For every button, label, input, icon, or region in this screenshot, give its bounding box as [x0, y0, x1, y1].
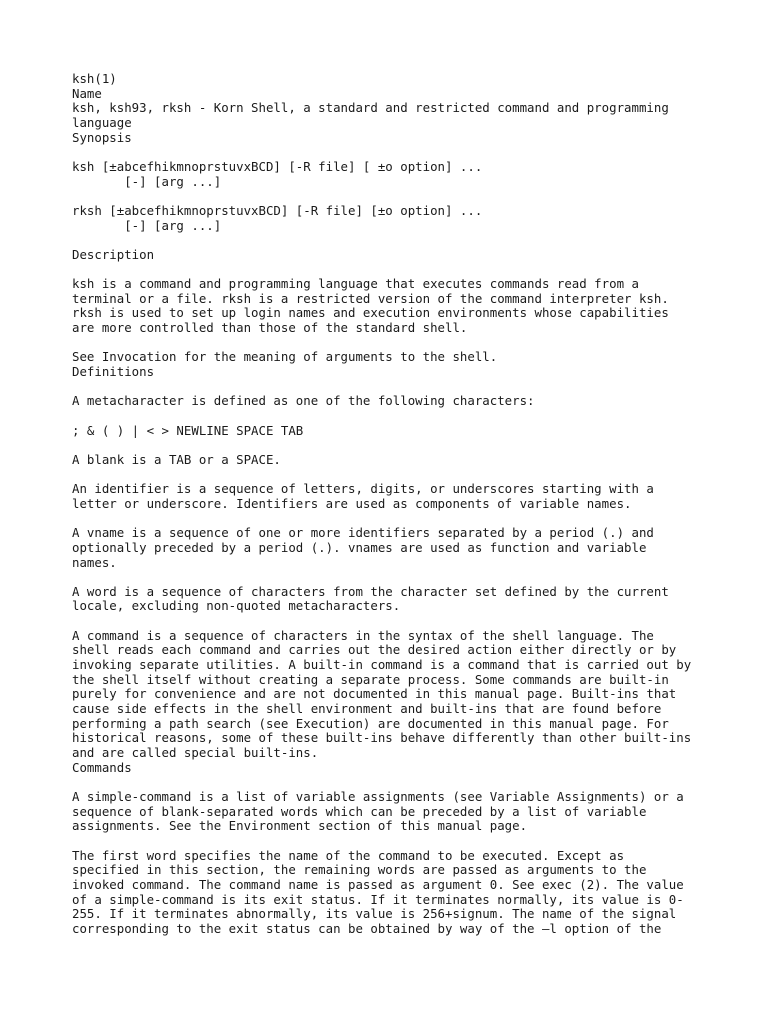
- document-line: rksh [±abcefhikmnoprstuvxBCD] [-R file] [±o option] ...: [72, 202, 483, 218]
- document-line: 255. If it terminates abnormally, its value is 256+signum. The name of the signal: [72, 906, 677, 922]
- document-line: [72, 233, 712, 248]
- document-line: [72, 409, 712, 424]
- document-line: [72, 512, 712, 527]
- document-line: invoking separate utilities. A built-in command is a command that is carried out by: [72, 657, 692, 673]
- document-line: The first word specifies the name of the command to be executed. Except as: [72, 847, 625, 863]
- document-line: cause side effects in the shell environment and built-ins that are found before: [72, 701, 662, 717]
- document-line: corresponding to the exit status can be obtained by way of the –l option of the: [72, 920, 662, 936]
- document-line: Name: [72, 85, 102, 101]
- document-line: terminal or a file. rksh is a restricted version of the command interpreter ksh.: [72, 290, 669, 306]
- document-line: ksh, ksh93, rksh - Korn Shell, a standard and restricted command and programming: [72, 100, 669, 116]
- document-line: ; & ( ) | < > NEWLINE SPACE TAB: [72, 422, 304, 438]
- document-line: [-] [arg ...]: [72, 173, 222, 189]
- document-line: historical reasons, some of these built-ins behave differently than other built-ins: [72, 730, 692, 746]
- document-line: Commands: [72, 759, 132, 775]
- document-line: and are called special built-ins.: [72, 745, 319, 760]
- document-line: A metacharacter is defined as one of the following characters:: [72, 393, 535, 409]
- document-line: shell reads each command and carries out the desired action either directly or by: [72, 642, 677, 658]
- document-line: letter or underscore. Identifiers are used as components of variable names.: [72, 495, 632, 511]
- document-line: [72, 262, 712, 277]
- document-line: invoked command. The command name is passed as argument 0. See exec (2). The value: [72, 876, 684, 892]
- document-line: sequence of blank-separated words which can be preceded by a list of variable: [72, 803, 647, 819]
- document-line: Description: [72, 246, 155, 262]
- document-line: ksh(1): [72, 71, 117, 86]
- document-line: Synopsis: [72, 129, 132, 145]
- document-line: rksh is used to set up login names and execution environments whose capabilities: [72, 305, 669, 321]
- document-line: A word is a sequence of characters from the character set defined by the current: [72, 583, 669, 599]
- document-line: specified in this section, the remaining words are passed as arguments to the: [72, 862, 647, 878]
- document-page: [72, 72, 712, 937]
- document-line: A blank is a TAB or a SPACE.: [72, 451, 281, 467]
- document-line: locale, excluding non-quoted metacharacters.: [72, 598, 401, 614]
- document-line: [72, 380, 712, 395]
- document-line: A vname is a sequence of one or more identifiers separated by a period (.) and: [72, 525, 654, 541]
- document-line: performing a path search (see Execution) are documented in this manual page. For: [72, 715, 669, 731]
- document-line: optionally preceded by a period (.). vnames are used as function and variable: [72, 539, 647, 555]
- document-line: An identifier is a sequence of letters, digits, or underscores starting with a: [72, 481, 654, 497]
- document-line: [72, 336, 712, 351]
- document-line: purely for convenience and are not documented in this manual page. Built-ins that: [72, 686, 677, 702]
- document-line: [72, 834, 712, 849]
- document-line: [-] [arg ...]: [72, 217, 222, 233]
- document-line: of a simple-command is its exit status. If it terminates normally, its value is 0-: [72, 891, 684, 907]
- document-line: [72, 570, 712, 585]
- document-line: [72, 145, 712, 160]
- document-line: the shell itself without creating a separate process. Some commands are built-in: [72, 671, 669, 687]
- document-line: A command is a sequence of characters in the syntax of the shell language. The: [72, 627, 654, 643]
- document-line: are more controlled than those of the standard shell.: [72, 320, 468, 336]
- document-line: ksh is a command and programming language that executes commands read from a: [72, 276, 639, 292]
- document-line: [72, 468, 712, 483]
- document-line: assignments. See the Environment section of this manual page.: [72, 818, 528, 834]
- document-line: [72, 189, 712, 204]
- document-line: names.: [72, 554, 117, 570]
- document-line: Definitions: [72, 364, 155, 380]
- document-line: See Invocation for the meaning of arguments to the shell.: [72, 349, 498, 365]
- document-line: A simple-command is a list of variable assignments (see Variable Assignments) or a: [72, 788, 684, 804]
- document-line: language: [72, 114, 132, 130]
- document-line: [72, 614, 712, 629]
- document-line: [72, 775, 712, 790]
- document-line: ksh [±abcefhikmnoprstuvxBCD] [-R file] [ ±o option] ...: [72, 158, 483, 174]
- document-line: [72, 438, 712, 453]
